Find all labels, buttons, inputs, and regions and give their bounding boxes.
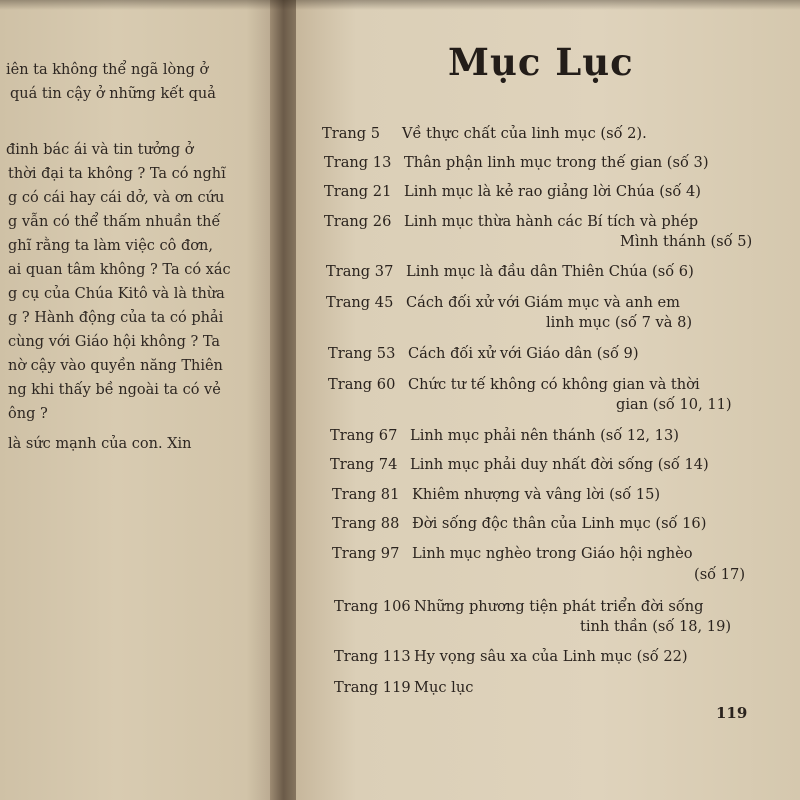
toc-entry [330, 456, 709, 473]
toc-page-ref: Trang 97 [332, 545, 400, 562]
left-line: g ? Hành động của ta có phải [8, 310, 224, 326]
right-page [296, 0, 800, 800]
toc-entry [322, 125, 647, 142]
toc-entry [332, 486, 660, 503]
toc-page-ref: Trang 81 [332, 486, 400, 503]
left-line: cùng với Giáo hội không ? Ta [8, 334, 221, 350]
left-line: ng khi thấy bề ngoài ta có vẻ [8, 382, 221, 398]
toc-entry [332, 545, 693, 562]
toc-page-ref: Trang 45 [326, 294, 394, 311]
toc-entry-title: Cách đối xử với Giáo dân (số 9) [408, 345, 639, 362]
toc-page-ref: Trang 106 [334, 598, 411, 615]
left-line: đinh bác ái và tin tưởng ở [6, 142, 194, 158]
toc-page-ref: Trang 113 [334, 648, 411, 665]
toc-entry-title: Mục lục [414, 679, 474, 696]
left-line: g cụ của Chúa Kitô và là thừa [8, 286, 225, 302]
left-line: iên ta không thể ngã lòng ở [6, 62, 209, 78]
left-line: ai quan tâm không ? Ta có xác [8, 262, 231, 278]
toc-entry-title: Thân phận linh mục trong thế gian (số 3) [404, 154, 709, 171]
toc-entry-continuation: tinh thần (số 18, 19) [580, 618, 732, 635]
toc-entry [334, 648, 688, 665]
toc-entry-title: Về thực chất của linh mục (số 2). [402, 125, 647, 142]
left-line: g vẫn có thể thấm nhuần thế [8, 214, 221, 230]
toc-entry [330, 427, 679, 444]
left-line: ghĩ rằng ta làm việc cô đơn, [8, 238, 213, 254]
toc-entry-title: Linh mục phải nên thánh (số 12, 13) [410, 427, 679, 444]
toc-entry-title: Linh mục là đầu dân Thiên Chúa (số 6) [406, 263, 694, 280]
toc-page-ref: Trang 67 [330, 427, 398, 444]
toc-entry-title: Những phương tiện phát triển đời sống [414, 598, 704, 615]
toc-entry-continuation: (số 17) [694, 566, 746, 583]
toc-entry-continuation: Mình thánh (số 5) [620, 233, 753, 250]
left-line: thời đại ta không ? Ta có nghĩ [8, 166, 226, 182]
toc-entry-title: Linh mục thừa hành các Bí tích và phép [404, 213, 699, 230]
toc-entry [334, 598, 704, 615]
toc-entry [326, 263, 694, 280]
page-title: Mục Lục [448, 40, 634, 84]
toc-entry-title: Hy vọng sâu xa của Linh mục (số 22) [414, 648, 688, 665]
toc-page-ref: Trang 74 [330, 456, 398, 473]
toc-entry [328, 376, 700, 393]
toc-entry-continuation: linh mục (số 7 và 8) [546, 314, 693, 331]
left-line: là sức mạnh của con. Xin [8, 436, 192, 452]
toc-entry-title: Khiêm nhượng và vâng lời (số 15) [412, 486, 661, 503]
left-line: g có cái hay cái dở, và ơn cứu [8, 190, 225, 206]
toc-page-ref: Trang 13 [324, 154, 392, 171]
toc-entry-title: Linh mục phải duy nhất đời sống (số 14) [410, 456, 709, 473]
toc-entry-title: Linh mục nghèo trong Giáo hội nghèo [412, 545, 693, 562]
toc-entry-title: Cách đối xử với Giám mục và anh em [406, 294, 681, 311]
toc-entry [324, 154, 709, 171]
toc-entry [334, 679, 473, 696]
toc-entry [324, 213, 698, 230]
toc-entry-title: Linh mục là kẻ rao giảng lời Chúa (số 4) [404, 183, 701, 200]
left-line: quá tin cậy ở những kết quả [10, 86, 216, 102]
page-number: 119 [716, 704, 748, 722]
toc-page-ref: Trang 53 [328, 345, 396, 362]
left-page [0, 0, 290, 800]
toc-page-ref: Trang 21 [324, 183, 392, 200]
toc-page-ref: Trang 37 [326, 263, 394, 280]
toc-entry [326, 294, 680, 311]
toc-entry [328, 345, 639, 362]
toc-entry-title: Chức tư tế không có không gian và thời [408, 376, 700, 393]
left-line: nờ cậy vào quyền năng Thiên [8, 358, 223, 374]
toc-page-ref: Trang 119 [334, 679, 411, 696]
toc-page-ref: Trang 60 [328, 376, 396, 393]
left-line: ông ? [8, 406, 48, 422]
toc-entry-continuation: gian (số 10, 11) [616, 396, 732, 413]
top-shadow [0, 0, 800, 10]
toc-page-ref: Trang 88 [332, 515, 400, 532]
toc-entry [332, 515, 706, 532]
toc-entry [324, 183, 701, 200]
toc-page-ref: Trang 5 [322, 125, 381, 142]
toc-page-ref: Trang 26 [324, 213, 392, 230]
toc-entry-title: Đời sống độc thân của Linh mục (số 16) [412, 515, 707, 532]
